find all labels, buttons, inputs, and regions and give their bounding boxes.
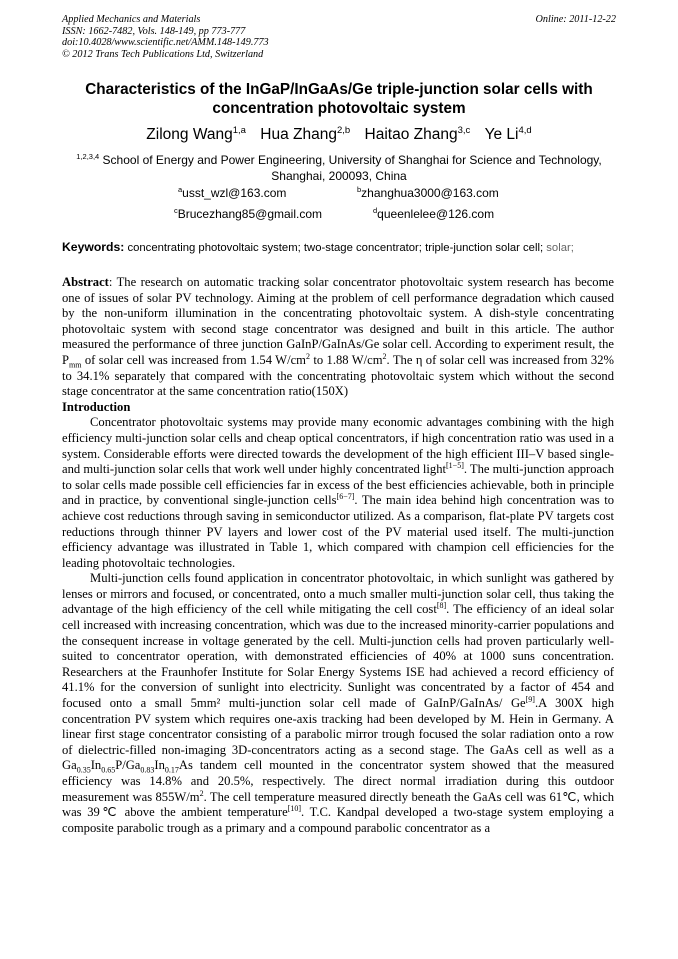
email-d bbox=[373, 206, 494, 221]
citation[interactable]: [6−7] bbox=[336, 492, 355, 502]
paragraph-text: . The cell temperature measured directly beneath the GaAs cell was 61℃, which was 39℃ above the ambient temperature bbox=[62, 789, 614, 820]
paragraph-text: As tandem cell mounted in the concentrator system showed that the measured efficiency was 14.8% and 20.5%, respectively. The direct normal irradiation during this outdoor measurement was 855W/m bbox=[62, 758, 614, 804]
author-name: Zilong Wang bbox=[146, 126, 233, 144]
citation[interactable]: [10] bbox=[287, 804, 302, 813]
abstract-text: of solar cell was increased from 1.54 W/cm bbox=[81, 352, 306, 367]
email-sup: a bbox=[178, 185, 183, 194]
formula-sub: 0.83 bbox=[140, 765, 155, 775]
title-line-2: concentration photovoltaic system bbox=[212, 100, 466, 117]
abstract-text: to 1.88 W/cm bbox=[309, 352, 383, 367]
author-sup: 3,c bbox=[457, 125, 471, 136]
journal-header bbox=[62, 14, 616, 60]
issn-line: ISSN: 1662-7482, Vols. 148-149, pp 773-777 bbox=[62, 25, 246, 37]
abstract-sub: mm bbox=[69, 360, 82, 370]
citation[interactable]: [1−5] bbox=[446, 460, 464, 470]
abstract-text: : The research on automatic tracking solar concentrator photovoltaic system research has become one of issues of solar PV technology. Aiming at the problem of cell performance degradation which caused by the non-uniform illumination in the concentrating photovoltaic system. A dish-style concentrating photovoltaic system with second stage concentrator was designed and built in this article. The author measured the performance of three junction GaInP/GaInAs/Ge solar cell. According to experiment result, the P bbox=[62, 275, 614, 367]
keywords bbox=[62, 240, 628, 254]
intro-paragraph-1 bbox=[62, 415, 614, 571]
doi-line: doi:10.4028/www.scientific.net/AMM.148-149.773 bbox=[62, 37, 269, 49]
email-b bbox=[357, 185, 499, 200]
affiliation-line-2: Shanghai, 200093, China bbox=[271, 168, 407, 183]
email-c bbox=[174, 206, 322, 221]
email-address[interactable]: usst_wzl@163.com bbox=[182, 186, 287, 200]
paragraph-text: . The multi-junction approach to solar cells made possible cell efficiencies far in excess of the best efficiencies achievable, both in principle and in practice, by conventional single-junction cells bbox=[62, 462, 615, 508]
email-address[interactable]: Brucezhang85@gmail.com bbox=[177, 207, 323, 221]
paragraph-text: In bbox=[154, 758, 165, 773]
paragraph-text: . The efficiency of an ideal solar cell increased with increasing concentration, which was due to the increased minority-carrier populations and the consequent increase in voltage generated by the cell. Multi-junction cells had proven particularly well-suited to concentrator operation, with demonstrated efficiencies of 40% at 1000 suns concentration. Researchers at the Fraunhofer Institute for Solar Energy Systems ISE had achieved a record efficiency of 41.1% for the conversion of sunlight into electricity. Sunlight was concentrated by a factor of 454 and focused onto a small 5mm² multi-junction solar cell made of GaInP/GaInAs/ Ge bbox=[62, 602, 614, 711]
body-text bbox=[62, 275, 614, 836]
keywords-label: Keywords: bbox=[62, 240, 125, 254]
paragraph-text: P/Ga bbox=[115, 758, 141, 773]
citation[interactable]: [8] bbox=[436, 601, 447, 611]
abstract-text: . The η of solar cell was increased from 32% to 34.1% separately that compared with the concentrating photovoltaic system which without the second stage concentrator at the same concentration ratio(150X) bbox=[62, 352, 614, 399]
email-a bbox=[178, 185, 286, 200]
email-sup: c bbox=[174, 206, 178, 215]
author-sup: 2,b bbox=[336, 125, 351, 136]
author-sup: 4,d bbox=[518, 125, 532, 136]
citation[interactable]: [9] bbox=[525, 694, 535, 704]
abstract-label: Abstract bbox=[62, 275, 109, 289]
intro-paragraph-2 bbox=[62, 571, 614, 836]
paragraph-text: . The main idea behind high concentration was to achieve cost reductions through saving in semiconductor utilized. As a comparison, flat-plate PV targets cost reductions through thinner PV layers and lower cost of the PV material used itself. The multi-junction efficiency advantage was illustrated in Table 1, which compared with champion cell efficiencies for the leading photovoltaic technologies. bbox=[62, 493, 614, 570]
paper-title bbox=[50, 80, 628, 118]
formula-sub: 0.65 bbox=[101, 765, 116, 775]
author-sup: 1,a bbox=[232, 125, 246, 136]
author-list bbox=[40, 121, 638, 145]
abstract-sup: 2 bbox=[305, 351, 310, 361]
author-name: Hua Zhang bbox=[260, 126, 337, 144]
online-date: Online: 2011-12-22 bbox=[535, 14, 616, 25]
paragraph-text: In bbox=[90, 758, 102, 773]
email-sup: b bbox=[357, 185, 362, 194]
author-1 bbox=[146, 126, 246, 143]
author-3 bbox=[365, 126, 471, 143]
affiliation bbox=[62, 149, 616, 184]
email-address[interactable]: queenlelee@126.com bbox=[377, 207, 495, 221]
keywords-text: concentrating photovoltaic system; two-stage concentrator; triple-junction solar cell; bbox=[124, 242, 547, 254]
paragraph-text: Concentrator photovoltaic systems may provide many economic advantages combining with the high efficiency multi-junction solar cells and cheap optical concentrators, if high concentration ratio was used in a system. Considerable efforts were directed towards the development of the high efficient III–V based single- and multi-junction solar cells that work well under highly concentrated light bbox=[62, 415, 614, 477]
keywords-last: solar; bbox=[546, 242, 574, 254]
abstract-paragraph bbox=[62, 275, 614, 400]
unit-sup: 2 bbox=[199, 788, 204, 798]
affiliation-text: School of Energy and Power Engineering, University of Shanghai for Science and Technology, bbox=[99, 153, 602, 167]
abstract-sup: 2 bbox=[382, 351, 387, 361]
email-address[interactable]: zhanghua3000@163.com bbox=[361, 186, 499, 200]
author-4 bbox=[485, 126, 532, 143]
author-2 bbox=[260, 126, 350, 143]
email-sup: d bbox=[373, 206, 378, 215]
formula-sub: 0.17 bbox=[164, 765, 179, 775]
copyright-line: © 2012 Trans Tech Publications Ltd, Switzerland bbox=[62, 48, 264, 60]
journal-name: Applied Mechanics and Materials bbox=[62, 14, 201, 25]
section-heading-introduction: Introduction bbox=[62, 399, 131, 414]
formula-sub: 0.35 bbox=[76, 765, 91, 775]
paragraph-text: Multi-junction cells found application in concentrator photovoltaic, in which sunlight was gathered by lenses or mirrors and focused, or concentrated, onto a much smaller multi-junction solar cell, thus taking the advantage of the high efficiency of the cell while mitigating the cell cost bbox=[62, 571, 614, 617]
paragraph-text: .A 300X high concentration PV system which requires one-axis tracking had been developed by M. Hein in Germany. A linear first stage concentrator consisting of a parabolic mirror trough focused the solar radiation onto a row of dielectric-filled non-imaging 3D-concentrators acting as a second stage. The GaAs cell as well as a Ga bbox=[62, 696, 614, 773]
paragraph-text: . T.C. Kandpal developed a two-stage system employing a composite parabolic trough as a primary and a compound parabolic concentrator as a bbox=[62, 805, 614, 835]
affiliation-sup: 1,2,3,4 bbox=[76, 152, 100, 161]
author-name: Haitao Zhang bbox=[364, 126, 458, 144]
affiliation-line-1 bbox=[62, 149, 616, 169]
title-line-1: Characteristics of the InGaP/InGaAs/Ge triple-junction solar cells with bbox=[85, 81, 593, 98]
author-name: Ye Li bbox=[484, 126, 519, 144]
